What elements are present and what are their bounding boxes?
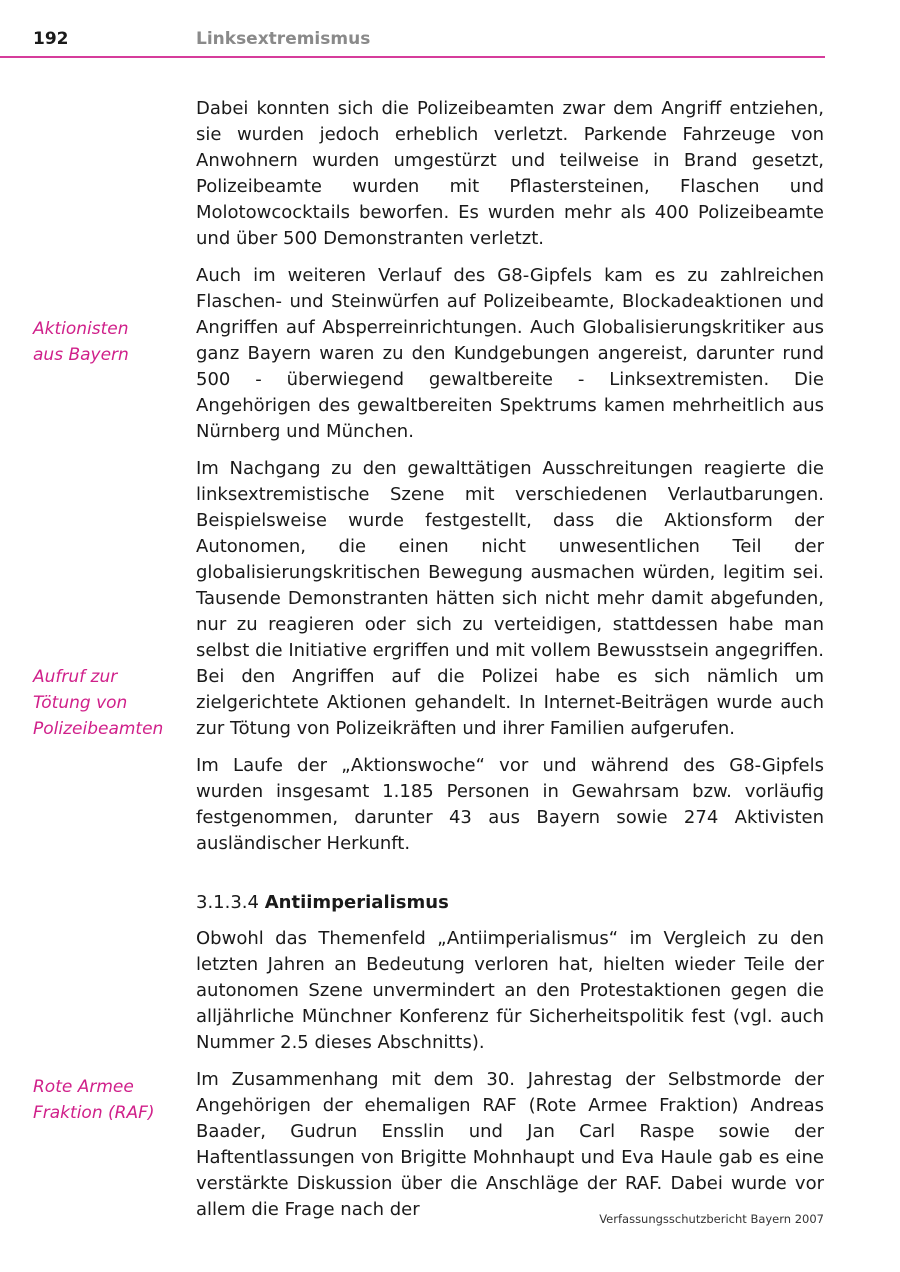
- page-number: 192: [33, 29, 69, 49]
- section-heading: [196, 890, 824, 916]
- margin-note-text: Rote Armee Fraktion (RAF): [33, 1077, 155, 1123]
- page-header: [0, 0, 825, 58]
- body-paragraph: Im Laufe der „Aktionswoche“ vor und während des G8-Gipfels wurden insgesamt 1.185 Personen in Gewahrsam bzw. vorläufig festgenommen, darunter 43 aus Bayern sowie 274 Aktivisten ausländischer Herkunft.: [196, 755, 824, 854]
- body-paragraph: Obwohl das Themenfeld „Antiimperialismus“ im Vergleich zu den letzten Jahren an Bedeutung verloren hat, hielten wieder Teile der autonomen Szene unvermindert an den Protestaktionen gegen die alljährliche Münchner Konferenz für Sicherheitspolitik fest (vgl. auch Nummer 2.5 dieses Abschnitts).: [196, 928, 824, 1053]
- margin-note-aktionisten: [33, 316, 129, 368]
- section-number: 3.1.3.4: [196, 892, 259, 913]
- section-title: Antiimperialismus: [264, 892, 449, 913]
- body-paragraph: Auch im weiteren Verlauf des G8-Gipfels kam es zu zahlreichen Flaschen- und Steinwürfen auf Polizeibeamte, Blockadeaktionen und Angriffen auf Absperreinrichtungen. Auch Globalisierungskritiker aus ganz Bayern waren zu den Kundgebungen angereist, darunter rund 500 - überwiegend gewaltbereite - Linksextremisten. Die Angehörigen des gewaltbereiten Spektrums kamen mehrheitlich aus Nürnberg und München.: [196, 265, 824, 442]
- body-paragraph: Im Zusammenhang mit dem 30. Jahrestag der Selbstmorde der Angehörigen der ehemaligen RAF (Rote Armee Fraktion) Andreas Baader, Gudrun Ensslin und Jan Carl Raspe sowie der Haftentlassungen von Brigitte Mohnhaupt und Eva Haule gab es eine verstärkte Diskussion über die Anschläge der RAF. Dabei wurde vor allem die Frage nach der: [196, 1069, 824, 1220]
- body-column: [196, 96, 824, 1234]
- margin-note-text: Aktionisten aus Bayern: [33, 319, 129, 365]
- margin-note-aufruf: [33, 664, 163, 742]
- margin-note-raf: [33, 1074, 154, 1126]
- body-paragraph: Im Nachgang zu den gewalttätigen Ausschreitungen reagierte die linksextremistische Szene mit verschiedenen Verlautbarungen. Beispielsweise wurde festgestellt, dass die Aktionsform der Autonomen, die einen nicht unwesentlichen Teil der globalisierungskritischen Bewegung ausmachen würden, legitim sei. Tausende Demonstranten hätten sich nicht mehr damit abgefunden, nur zu reagieren oder sich zu verteidigen, stattdessen habe man selbst die Initiative ergriffen und mit vollem Bewusstsein angegriffen. Bei den Angriffen auf die Polizei habe es sich nämlich um zielgerichtete Aktionen gehandelt. In Internet-Beiträgen wurde auch zur Tötung von Polizeikräften und ihrer Familien aufgerufen.: [196, 458, 824, 739]
- running-title: Linksextremismus: [196, 29, 371, 49]
- margin-note-text: Aufruf zur Tötung von Polizeibeamten: [33, 667, 164, 739]
- body-paragraph: Dabei konnten sich die Polizeibeamten zwar dem Angriff entziehen, sie wurden jedoch erheblich verletzt. Parkende Fahrzeuge von Anwohnern wurden umgestürzt und teilweise in Brand gesetzt, Polizeibeamte wurden mit Pflastersteinen, Flaschen und Molotowcocktails beworfen. Es wurden mehr als 400 Polizeibeamte und über 500 Demonstranten verletzt.: [196, 98, 824, 249]
- page-footer: Verfassungsschutzbericht Bayern 2007: [599, 1212, 824, 1226]
